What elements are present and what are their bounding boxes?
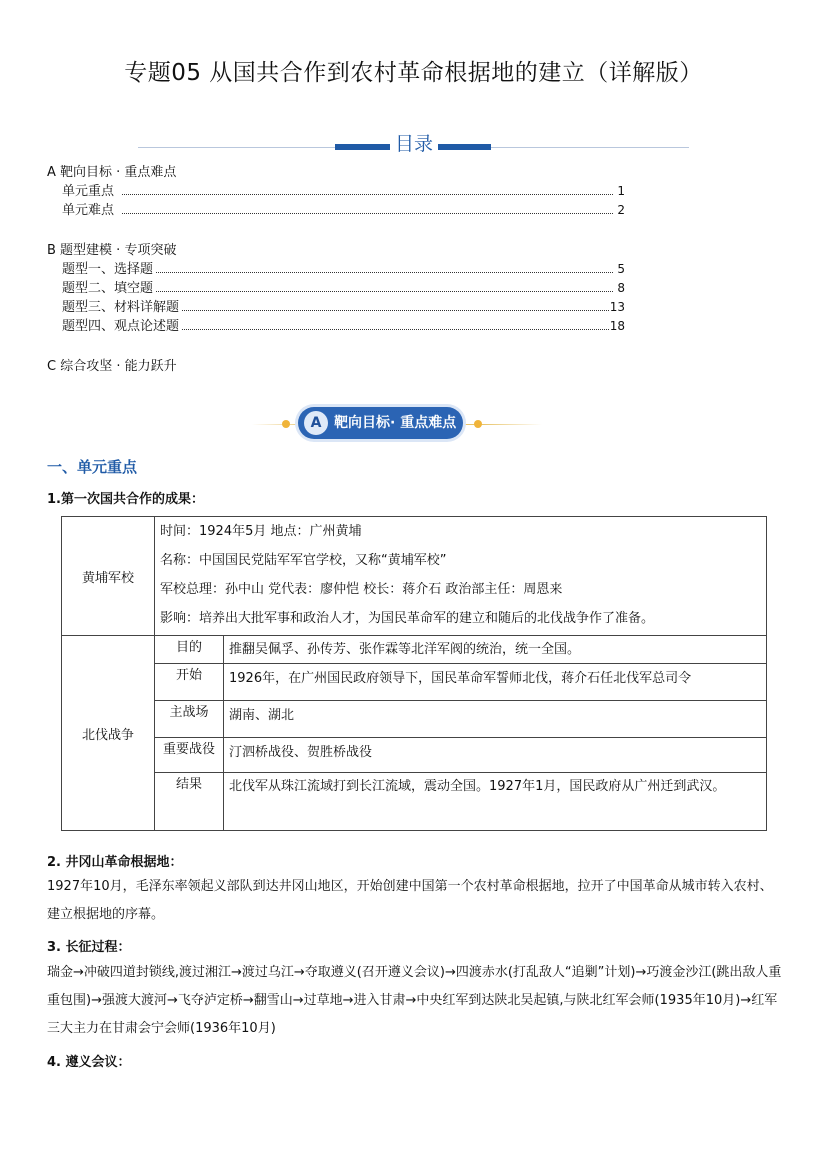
toc-item-label: 题型三、材料详解题 (62, 300, 180, 315)
content-table (61, 516, 767, 831)
table-value: 北伐军从珠江流域打到长江流域，震动全国。1927年1月，国民政府从广州迁到武汉。 (224, 773, 767, 831)
toc-item[interactable] (47, 201, 627, 220)
table-key: 开始 (155, 664, 224, 701)
table-key: 结果 (155, 773, 224, 831)
table-cell-huangpu (155, 517, 767, 636)
table-of-contents (47, 163, 627, 376)
table-value: 湖南、湖北 (224, 701, 767, 738)
toc-page-number: 1 (617, 182, 625, 201)
question-heading-1: 1.第一次国共合作的成果： (47, 492, 204, 507)
table-line: 军校总理：孙中山 党代表：廖仲恺 校长：蒋介石 政治部主任：周恩来 (160, 582, 563, 597)
table-value: 1926年，在广州国民政府领导下，国民革命军誓师北伐，蒋介石任北伐军总司令 (224, 664, 767, 701)
paragraph-long-march: 瑞金→冲破四道封锁线,渡过湘江→渡过乌江→夺取遵义(召开遵义会议)→四渡赤水(打乱敌人“追剿”计划)→巧渡金沙江(跳出敌人重重包围)→强渡大渡河→飞夺泸定桥→翻雪山→过草地→进入甘肃→中央红军到达陕北吴起镇,与陕北红军会师(1935年10月)→红军三大主力在甘肃会宁会师(1936年10月) (47, 965, 782, 1036)
toc-leader-dots (122, 194, 613, 195)
table-key: 目的 (155, 636, 224, 664)
toc-leader-dots (122, 213, 613, 214)
toc-item[interactable] (47, 279, 627, 298)
toc-item-label: 题型二、填空题 (62, 281, 154, 296)
section-banner (252, 405, 542, 441)
table-value: 推翻吴佩孚、孙传芳、张作霖等北洋军阀的统治，统一全国。 (224, 636, 767, 664)
paragraph-jinggangshan: 1927年10月，毛泽东率领起义部队到达井冈山地区，开始创建中国第一个农村革命根据地，拉开了中国革命从城市转入农村、建立根据地的序幕。 (47, 879, 773, 922)
toc-page-number: 13 (610, 298, 625, 317)
table-row (62, 636, 767, 664)
table-key: 主战场 (155, 701, 224, 738)
table-line: 名称：中国国民党陆军军官学校，又称“黄埔军校” (160, 553, 447, 568)
toc-leader-dots (122, 329, 613, 330)
toc-item[interactable] (47, 260, 627, 279)
table-line: 时间：1924年5月 地点：广州黄埔 (160, 524, 362, 539)
table-row (62, 738, 767, 773)
toc-section-c[interactable]: C 综合攻坚 · 能力跃升 (47, 359, 177, 374)
table-row (62, 701, 767, 738)
document-title: 专题05 从国共合作到农村革命根据地的建立（详解版） (124, 60, 703, 86)
toc-bar-left (335, 144, 390, 150)
table-category-huangpu: 黄埔军校 (62, 517, 155, 636)
section-heading: 一、单元重点 (47, 458, 138, 476)
table-row (62, 664, 767, 701)
toc-leader-dots (122, 310, 613, 311)
toc-section-a[interactable]: A 靶向目标 · 重点难点 (47, 165, 177, 180)
question-heading-4: 4. 遵义会议： (47, 1055, 131, 1070)
table-line: 影响：培养出大批军事和政治人才，为国民革命军的建立和随后的北伐战争作了准备。 (160, 611, 655, 626)
toc-section-b[interactable]: B 题型建模 · 专项突破 (47, 243, 177, 258)
table-row (62, 773, 767, 831)
toc-leader-dots (122, 291, 613, 292)
toc-page-number: 2 (617, 201, 625, 220)
table-category-beifa: 北伐战争 (62, 636, 155, 831)
toc-item-label: 题型四、观点论述题 (62, 319, 180, 334)
toc-item[interactable] (47, 317, 627, 336)
question-heading-3: 3. 长征过程： (47, 940, 131, 955)
toc-page-number: 18 (610, 317, 625, 336)
toc-item[interactable] (47, 182, 627, 201)
toc-heading: 目录 (390, 130, 438, 158)
toc-page-number: 8 (617, 279, 625, 298)
toc-item-label: 单元重点 (62, 184, 115, 199)
toc-bar-right (438, 144, 491, 150)
banner-pill (298, 407, 463, 439)
toc-page-number: 5 (617, 260, 625, 279)
banner-text: 靶向目标· 重点难点 (334, 415, 457, 431)
toc-item-label: 题型一、选择题 (62, 262, 154, 277)
toc-item-label: 单元难点 (62, 203, 115, 218)
toc-item[interactable] (47, 298, 627, 317)
toc-leader-dots (122, 272, 613, 273)
table-row (62, 517, 767, 636)
table-value: 汀泗桥战役、贺胜桥战役 (224, 738, 767, 773)
banner-dot-right (474, 420, 482, 428)
banner-letter-badge: A (304, 411, 328, 435)
question-heading-2: 2. 井冈山革命根据地： (47, 855, 183, 870)
toc-header (138, 130, 689, 158)
banner-dot-left (282, 420, 290, 428)
table-key: 重要战役 (155, 738, 224, 773)
